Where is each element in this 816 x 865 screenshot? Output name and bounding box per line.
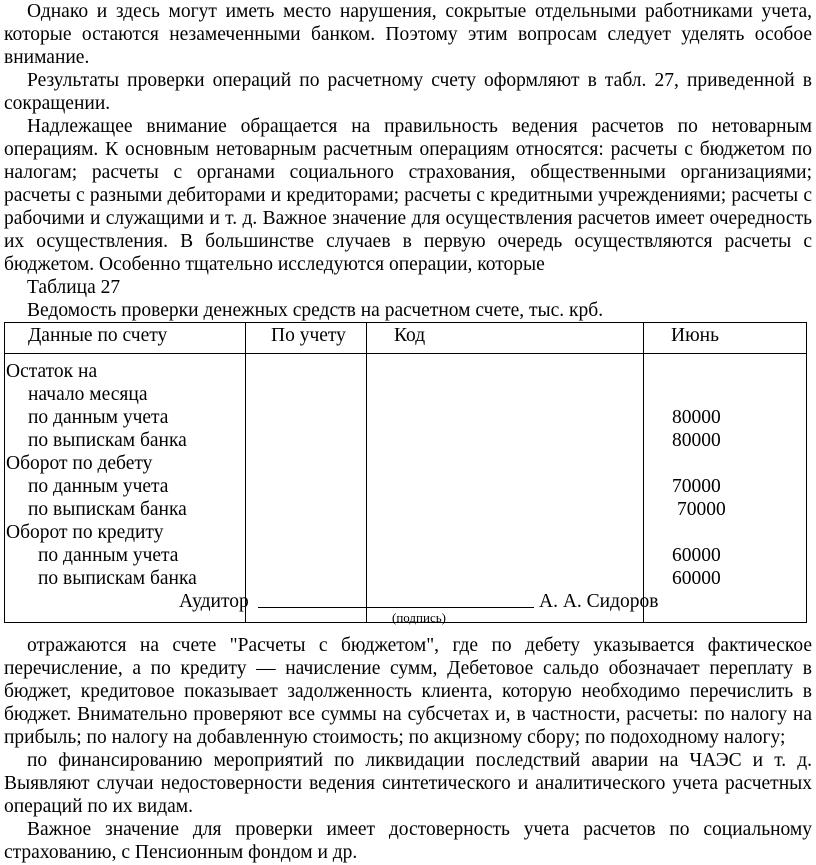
june-column [644,354,807,623]
table-header-row [5,323,807,354]
row-value: 80000 [672,430,721,451]
header-by-books: По учету [246,323,367,354]
row-label: по данным учета [28,476,169,497]
verification-table [4,322,807,623]
signature-role: Аудитор [179,591,249,612]
header-account-data: Данные по счету [5,323,246,354]
row-label: по выпискам банка [38,568,197,589]
code-column [367,354,644,623]
row-label: по выпискам банка [28,499,187,520]
by-books-column [246,354,367,623]
row-value [644,452,806,475]
row-label: начало месяца [28,384,148,405]
paragraph-nontrade-operations: Надлежащее внимание обращается на правильность ведения расчетов по нетоварным операциям. К основным нетоварным расчетным операциям относятся: расчеты с бюджетом по налогам; расчеты с органами социального страхования, общественными организациями; расчеты с разными дебиторами и кредиторами; расчеты с кредитными учреждениями; расчеты с рабочими и служащими и т. д. Важное значение для осуществления расчетов имеет очередность их осуществления. В большинстве случаев в первую очередь осуществляются расчеты с бюджетом. Особенно тщательно исследуются операции, которые [4,116,812,275]
row-label: по данным учета [38,545,179,566]
row-value [644,360,806,383]
row-value: 70000 [677,499,726,520]
account-data-column [5,354,246,623]
row-label: Оборот по кредиту [6,522,164,543]
table-row [5,354,807,623]
table-label: Таблица 27 [27,277,121,298]
signature-name: А. А. Сидоров [539,591,659,612]
paragraph-results: Результаты проверки операций по расчетному счету оформляют в табл. 27, приведенной в сокращении. [4,70,812,114]
paragraph-budget-account: отражаются на счете "Расчеты с бюджетом", где по дебету указывается фактическое перечисление, а по кредиту — начисление сумм, Дебетовое сальдо обозначает переплату в бюджет, кредитовое показывает задолженность клиента, которую необходимо перечислить в бюджет. Внимательно проверяют все суммы на субсчетах и, в частности, расчеты: по налогу на прибыль; по налогу на добавленную стоимость; по акцизному сбору; по подоходному налогу; [4,635,812,748]
paragraph-violations: Однако и здесь могут иметь место нарушения, сокрытые отдельными работниками учета, которые остаются незамеченными банком. Поэтому этим вопросам следует уделять особое внимание. [4,1,812,68]
table-title: Ведомость проверки денежных средств на расчетном счете, тыс. крб. [27,300,604,321]
row-label: по выпискам банка [28,430,187,451]
row-value: 70000 [672,476,721,497]
row-value: 80000 [672,407,721,428]
signature-line [258,607,534,608]
row-label: Оборот по дебету [6,453,153,474]
row-value [644,521,806,544]
signature-caption: (подпись) [392,610,446,625]
row-value: 60000 [672,545,721,566]
row-value [644,383,806,406]
row-value: 60000 [672,568,721,589]
row-label: Остаток на [6,361,98,382]
paragraph-chaes-financing: по финансированию мероприятий по ликвидации последствий аварии на ЧАЭС и т. д. Выявляют случаи недостоверности ведения синтетического и аналитического учета расчетных операций по их видам. [4,750,812,817]
header-june: Июнь [644,323,807,354]
header-code: Код [367,323,644,354]
paragraph-social-insurance: Важное значение для проверки имеет достоверность учета расчетов по социальному страхованию, с Пенсионным фондом и др. [4,819,812,863]
row-label: по данным учета [28,407,169,428]
